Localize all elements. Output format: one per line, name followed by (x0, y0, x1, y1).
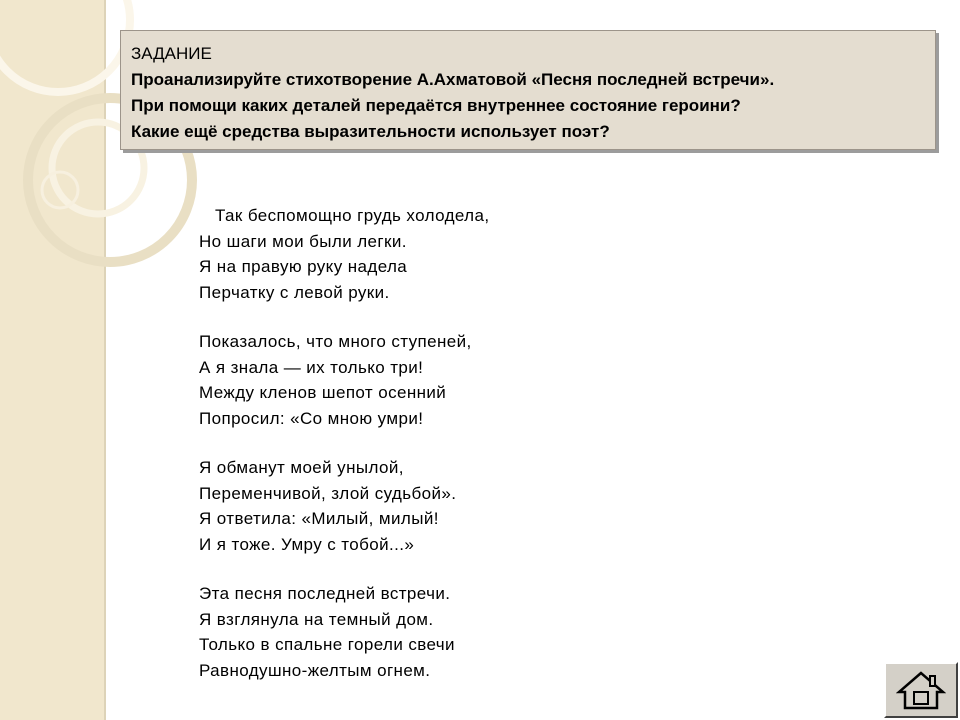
poem-line: Равнодушно-желтым огнем. (199, 660, 431, 680)
poem-line: Попросил: «Со мною умри! (199, 408, 424, 428)
poem-stanza (199, 581, 489, 683)
home-button[interactable] (884, 662, 958, 718)
side-band-edge (104, 0, 106, 720)
poem-line: Показалось, что много ступеней, (199, 332, 472, 351)
poem-line: Переменчивой, злой судьбой». (199, 483, 457, 503)
task-question-line: При помощи каких деталей передаётся внутреннее состояние героини? (131, 96, 741, 115)
poem-stanza (199, 329, 489, 431)
poem-line: Только в спальне горели свечи (199, 635, 455, 654)
poem-line: Перчатку с левой руки. (199, 282, 390, 302)
task-box (120, 30, 936, 150)
poem-line: Я ответила: «Милый, милый! (199, 509, 439, 528)
task-question-line: Проанализируйте стихотворение А.Ахматовой «Песня последней встречи». (131, 70, 775, 89)
poem-line: И я тоже. Умру с тобой...» (199, 534, 415, 554)
poem-text (199, 203, 489, 707)
poem-line: Я обманут моей унылой, (199, 458, 404, 477)
poem-stanza (199, 203, 489, 305)
task-questions (131, 67, 935, 145)
poem-line: Я на правую руку надела (199, 257, 408, 276)
poem-line: Между кленов шепот осенний (199, 383, 447, 402)
poem-line: Я взглянула на темный дом. (199, 609, 434, 629)
decorative-side-band (0, 0, 104, 720)
poem-line: Но шаги мои были легки. (199, 231, 407, 251)
house-icon (896, 670, 946, 710)
poem-stanza (199, 455, 489, 557)
poem-line: А я знала — их только три! (199, 357, 424, 377)
poem-line: Эта песня последней встречи. (199, 584, 451, 603)
task-question-line: Какие ещё средства выразительности использует поэт? (131, 122, 610, 141)
task-heading: ЗАДАНИЕ (131, 44, 212, 63)
poem-line: Так беспомощно грудь холодела, (215, 206, 490, 225)
